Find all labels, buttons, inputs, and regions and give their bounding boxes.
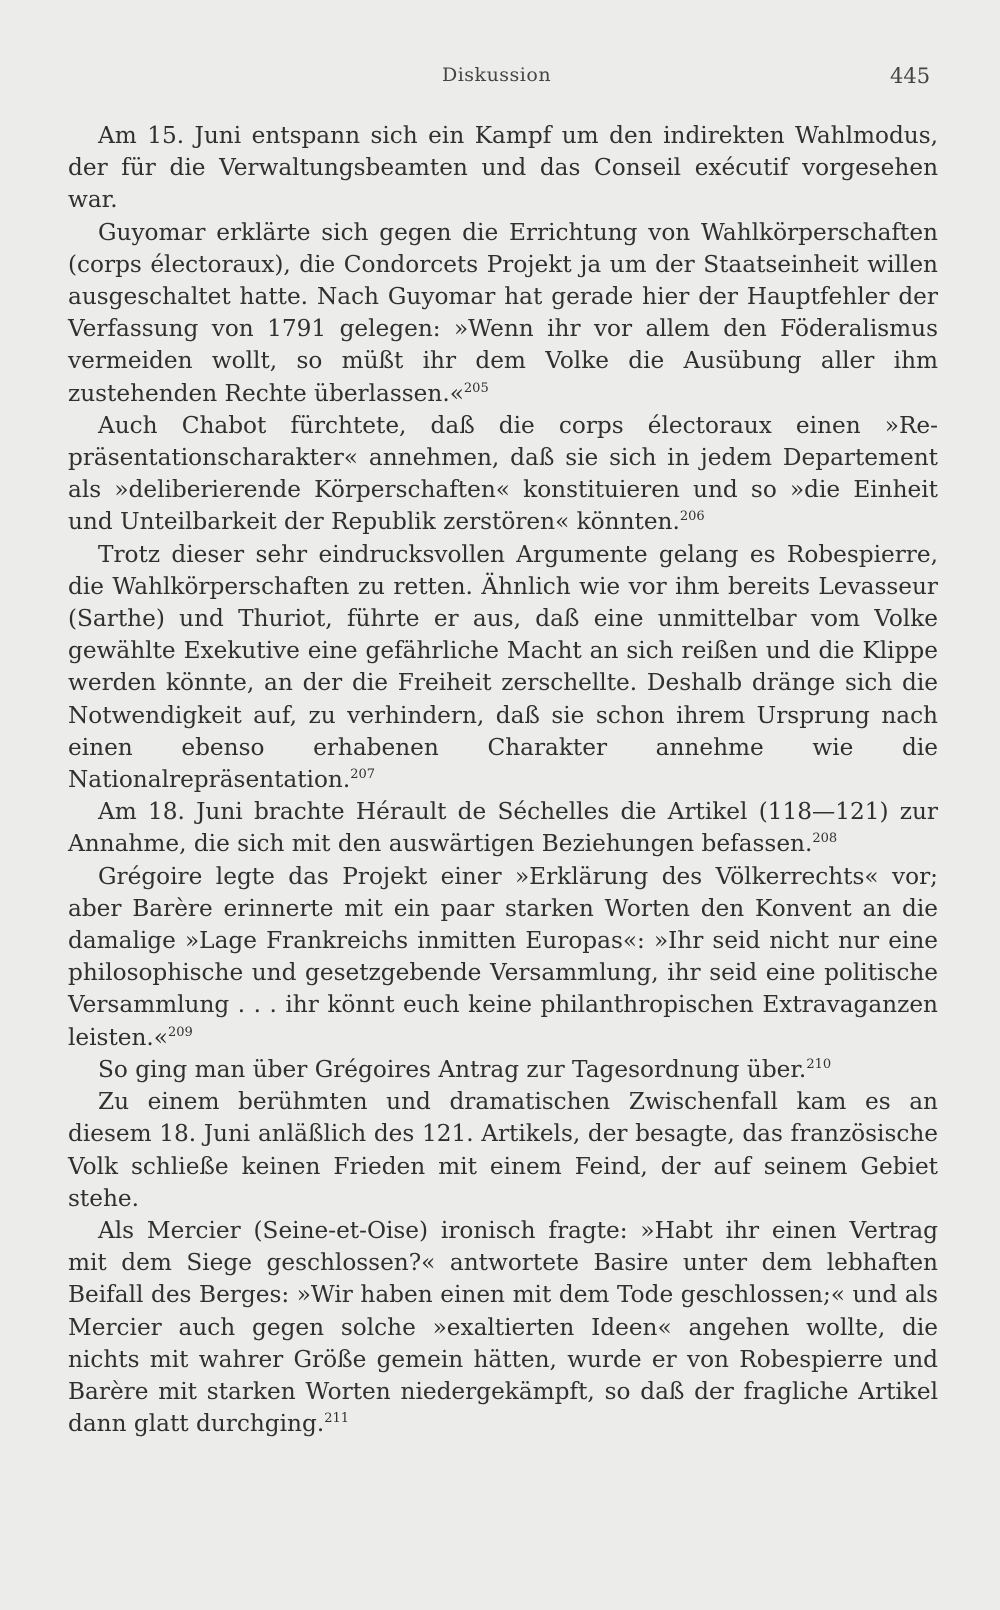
paragraph [68, 861, 938, 1054]
footnote-marker: 209 [168, 1024, 193, 1040]
paragraph [68, 120, 938, 217]
paragraph [68, 217, 938, 410]
paragraph-text: Auch Chabot fürchtete, daß die corps électoraux einen »Repräsentationscharakter« annehmen, daß sie sich in jedem Departement als »deliberierende Körperschaften« konstituieren und so »die Einheit und Unteilbarkeit der Republik zerstören« könnten. [68, 411, 938, 536]
paragraph-text: Am 15. Juni entspann sich ein Kampf um den indirekten Wahlmodus, der für die Verwaltungsbeamten und das Conseil exécutif vorgesehen war. [68, 122, 938, 214]
paragraph [68, 410, 938, 539]
footnote-marker: 211 [324, 1411, 350, 1427]
paragraph-text: So ging man über Grégoires Antrag zur Tagesordnung über. [98, 1055, 807, 1083]
paragraph-text: Guyomar erklärte sich gegen die Errichtung von Wahlkörperschaften (corps électoraux), die Condorcets Projekt ja um der Staatseinheit willen ausgeschaltet hatte. Nach Guyomar hat gerade hier der Hauptfehler der Verfassung von 1791 gelegen: »Wenn ihr vor allem den Föderalismus vermeiden wollt, so müßt ihr dem Volke die Ausübung aller ihm zustehenden Rechte überlassen.« [68, 218, 938, 407]
running-head [0, 64, 1000, 94]
paragraph [68, 539, 938, 797]
paragraph [68, 1215, 938, 1440]
paragraph-text: Als Mercier (Seine-et-Oise) ironisch fragte: »Habt ihr einen Vertrag mit dem Siege geschlossen?« antwortete Basire unter dem lebhaften Beifall des Berges: »Wir haben einen mit dem Tode geschlossen;« und als Mercier auch gegen solche »exaltierten Ideen« angehen wollte, die nichts mit wahrer Größe gemein hätten, wurde er von Robespierre und Barère mit starken Worten niedergekämpft, so daß der fragliche Artikel dann glatt durchging. [68, 1216, 938, 1438]
paragraph [68, 796, 938, 860]
paragraph [68, 1086, 938, 1215]
paragraph-text: Trotz dieser sehr eindrucksvollen Argumente gelang es Robespierre, die Wahlkörperschaften zu retten. Ähnlich wie vor ihm bereits Levasseur (Sarthe) und Thuriot, führte er aus, daß eine unmittelbar vom Volke gewählte Exekutive eine gefährliche Macht an sich reißen und die Klippe werden könnte, an der die Freiheit zerschellte. Deshalb dränge sich die Notwendigkeit auf, zu verhindern, daß sie schon ihrem Ursprung nach einen ebenso erhabenen Charakter annehme wie die Nationalrepräsentation. [68, 540, 938, 794]
body-text [68, 120, 938, 1440]
footnote-marker: 208 [812, 831, 838, 847]
footnote-marker: 210 [806, 1056, 832, 1072]
footnote-marker: 206 [679, 509, 705, 525]
paragraph-text: Grégoire legte das Projekt einer »Erklärung des Völkerrechts« vor; aber Barère erinnerte mit ein paar starken Worten den Konvent an die damalige »Lage Frankreichs inmitten Europas«: »Ihr seid nicht nur eine philosophische und gesetzgebende Versammlung, ihr seid eine politische Versammlung . . . ihr könnt euch keine philanthropischen Extravaganzen leisten.« [68, 862, 938, 1051]
running-title: Diskussion [442, 64, 552, 86]
paragraph [68, 1054, 938, 1086]
paragraph-text: Zu einem berühmten und dramatischen Zwischenfall kam es an diesem 18. Juni anläßlich des 121. Artikels, der besagte, das französische Volk schließe keinen Frieden mit einem Feind, der auf seinem Gebiet stehe. [68, 1088, 938, 1212]
footnote-marker: 207 [350, 767, 376, 783]
footnote-marker: 205 [463, 380, 489, 396]
paragraph-text: Am 18. Juni brachte Hérault de Séchelles die Artikel (118—121) zur Annahme, die sich mit den auswärtigen Beziehungen befassen. [68, 798, 938, 858]
page-number: 445 [890, 64, 931, 88]
